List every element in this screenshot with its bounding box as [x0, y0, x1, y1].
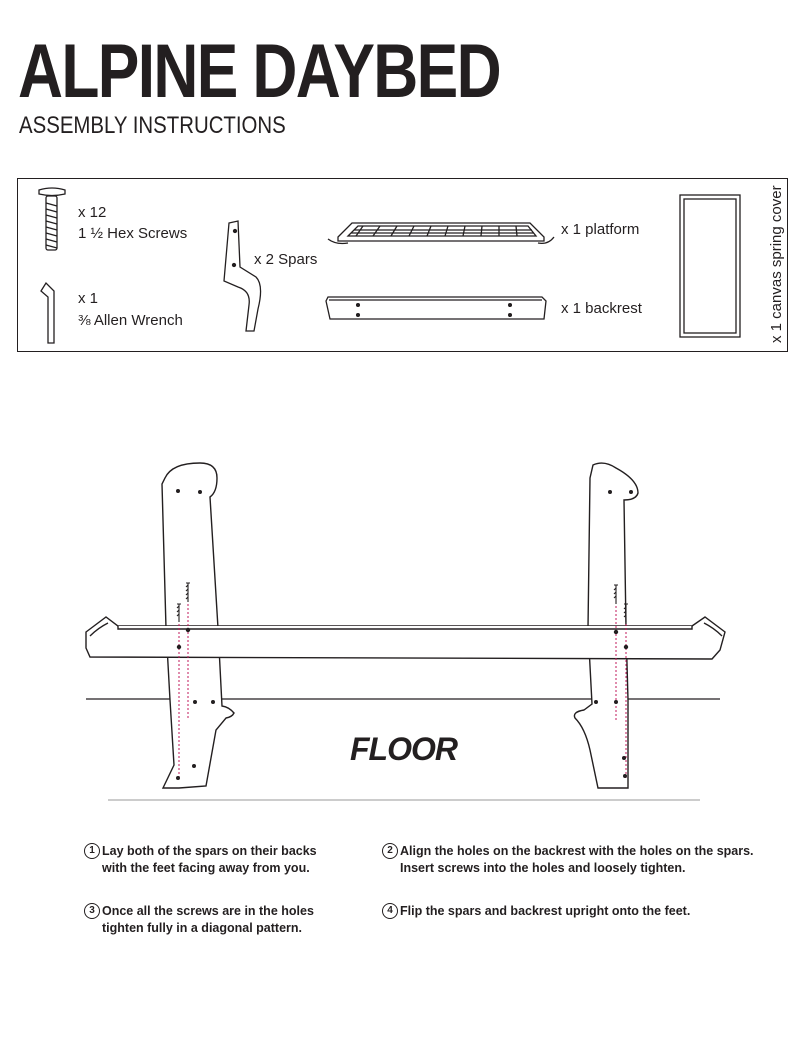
page-subtitle: ASSEMBLY INSTRUCTIONS	[19, 112, 286, 139]
step-number: 1	[84, 843, 100, 859]
step-number: 4	[382, 903, 398, 919]
platform-label: x 1 platform	[561, 221, 640, 238]
step-text: Lay both of the spars on their backs with the feet facing away from you.	[102, 844, 317, 875]
step-number: 3	[84, 903, 100, 919]
screws-upper	[177, 583, 628, 622]
screws-name: 1 ½ Hex Screws	[78, 225, 188, 242]
step-text: Align the holes on the backrest with the holes on the spars. Insert screws into the holes and loosely tighten.	[400, 844, 754, 875]
step-2	[382, 843, 782, 877]
floor-label: FLOOR	[350, 731, 457, 767]
spars-label: x 2 Spars	[254, 251, 318, 268]
page-title: ALPINE DAYBED	[18, 29, 500, 114]
wrench-name: ⅜ Allen Wrench	[78, 312, 183, 329]
backrest-label: x 1 backrest	[561, 300, 642, 317]
step-4	[382, 903, 782, 920]
screws-qty: x 12	[78, 204, 107, 221]
step-number: 2	[382, 843, 398, 859]
step-text: Once all the screws are in the holes tighten fully in a diagonal pattern.	[102, 904, 314, 935]
cover-label: x 1 canvas spring cover	[768, 185, 785, 343]
wrench-qty: x 1	[78, 290, 99, 307]
step-text: Flip the spars and backrest upright onto the feet.	[400, 904, 691, 918]
